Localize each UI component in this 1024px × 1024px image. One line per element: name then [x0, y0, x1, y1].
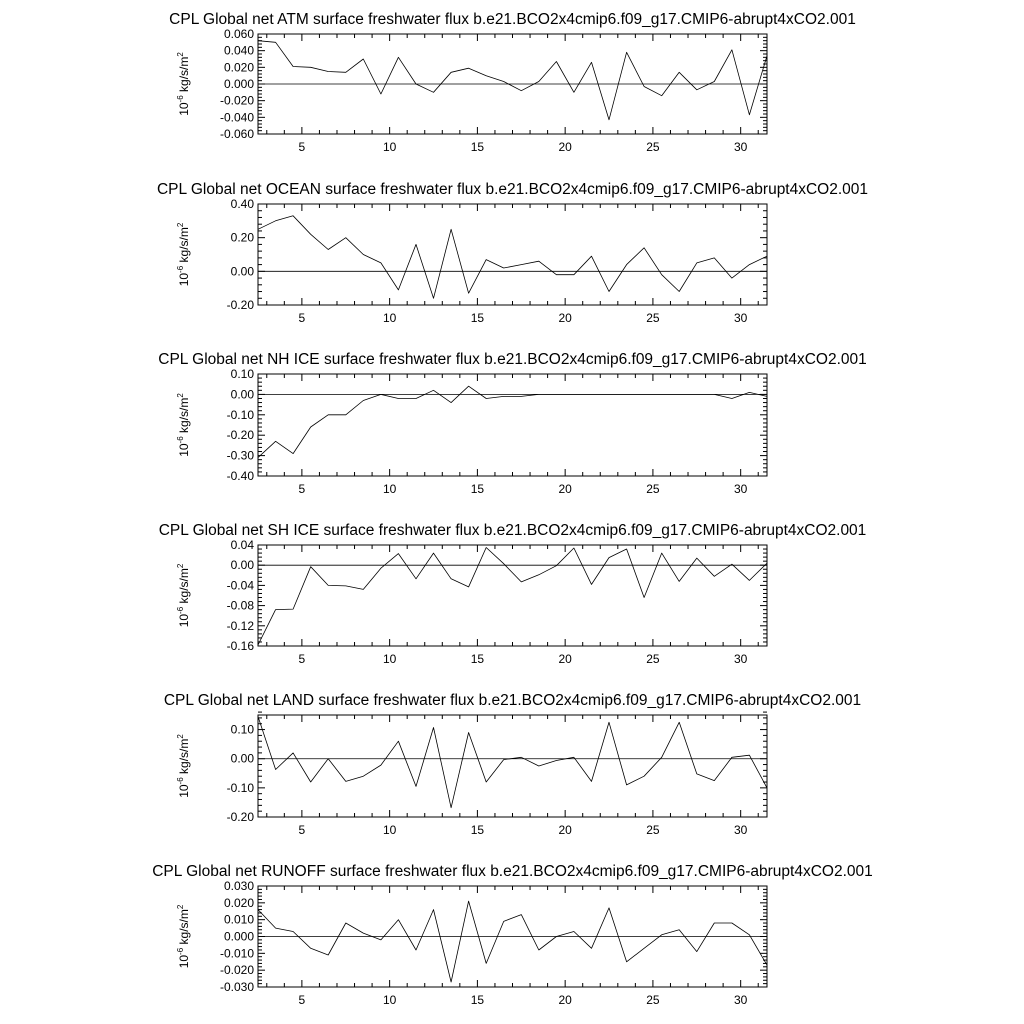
y-axis-label-part: kg/s/m	[177, 227, 191, 266]
x-tick-label: 30	[733, 993, 748, 1007]
y-tick-label: 0.020	[223, 895, 254, 910]
x-tick-label: 5	[298, 652, 306, 666]
plot-frame	[258, 545, 767, 646]
y-tick-label: 0.040	[223, 43, 254, 58]
x-tick-label: 15	[470, 993, 485, 1007]
y-axis-label-part: kg/s/m	[177, 56, 191, 96]
y-tick-label: 0.00	[230, 558, 254, 573]
x-tick-label: 25	[646, 311, 660, 325]
panel-runoff-flux	[152, 863, 873, 1007]
y-axis-label-part: 10	[177, 613, 191, 628]
x-tick-label: 5	[298, 823, 306, 837]
y-tick-label: 0.00	[230, 387, 254, 402]
y-tick-label: 0.00	[230, 264, 254, 279]
y-tick-label: 0.10	[230, 722, 254, 737]
x-tick-label: 30	[733, 823, 748, 837]
y-axis-label-part: -6	[176, 777, 185, 785]
x-tick-label: 20	[558, 993, 572, 1007]
x-tick-label: 20	[558, 140, 572, 154]
y-tick-label: 0.04	[230, 538, 254, 552]
y-tick-label: -0.12	[226, 618, 254, 633]
y-axis-label-part: kg/s/m	[177, 738, 191, 778]
x-tick-label: 15	[470, 823, 485, 837]
series-line-land	[258, 717, 767, 808]
x-tick-label: 30	[733, 140, 748, 154]
x-tick-label: 25	[646, 823, 660, 837]
y-axis-label	[176, 563, 191, 627]
y-axis-label-part: 10	[177, 443, 191, 457]
y-tick-label: -0.020	[219, 93, 254, 108]
x-tick-label: 10	[382, 140, 397, 154]
plot-frame	[258, 374, 767, 476]
series-line-runoff	[258, 901, 767, 982]
panel-sh-ice-flux	[159, 522, 867, 666]
x-tick-label: 30	[733, 652, 748, 666]
y-axis-label-part: 2	[176, 52, 185, 57]
x-tick-label: 15	[470, 482, 485, 496]
y-axis-label	[176, 222, 191, 286]
y-axis-label	[176, 734, 191, 798]
y-axis-label	[176, 904, 191, 968]
x-tick-label: 25	[646, 140, 660, 154]
y-axis-label-part: 10	[177, 954, 191, 969]
y-tick-label: 0.000	[223, 77, 254, 91]
y-tick-label: 0.060	[223, 27, 254, 41]
x-tick-label: 10	[382, 652, 397, 666]
y-tick-label: 0.40	[230, 197, 254, 211]
x-tick-label: 25	[646, 993, 660, 1007]
x-tick-label: 10	[382, 823, 397, 837]
y-axis-label-part: kg/s/m	[177, 397, 191, 437]
y-axis-label-part: -6	[176, 947, 185, 955]
y-tick-label: -0.04	[226, 578, 254, 593]
panel-title: CPL Global net OCEAN surface freshwater flux b.e21.BCO2x4cmip6.f09_g17.CMIP6-abrupt4xCO2.001	[156, 181, 869, 198]
y-axis-label-part: 10	[177, 102, 191, 116]
panel-title: CPL Global net RUNOFF surface freshwater flux b.e21.BCO2x4cmip6.f09_g17.CMIP6-abrupt4xCO2.001	[152, 863, 873, 880]
y-axis-label-part: -6	[176, 95, 185, 103]
x-tick-label: 30	[733, 311, 748, 325]
y-tick-label: -0.20	[226, 428, 254, 443]
plot-frame	[258, 204, 767, 305]
series-line-atm	[258, 41, 767, 120]
x-tick-label: 10	[382, 311, 397, 325]
y-tick-label: 0.20	[230, 230, 254, 245]
x-tick-label: 10	[382, 482, 397, 496]
y-tick-label: 0.10	[230, 367, 254, 381]
y-tick-label: 0.030	[223, 879, 254, 893]
series-line-nh-ice	[258, 386, 767, 457]
x-tick-label: 15	[470, 311, 485, 325]
y-axis-label	[176, 52, 191, 116]
y-tick-label: -0.10	[226, 780, 254, 795]
x-tick-label: 5	[298, 311, 306, 325]
y-axis-label-part: 2	[176, 563, 185, 569]
y-tick-label: 0.00	[230, 751, 254, 766]
y-tick-label: 0.010	[223, 912, 254, 927]
y-tick-label: -0.20	[226, 298, 254, 312]
series-line-sh-ice	[258, 548, 767, 646]
y-tick-label: -0.020	[219, 963, 254, 978]
x-tick-label: 5	[298, 993, 306, 1007]
x-tick-label: 10	[382, 993, 397, 1007]
y-tick-label: -0.040	[219, 110, 254, 125]
x-tick-label: 5	[298, 140, 306, 154]
y-tick-label: -0.40	[226, 469, 254, 483]
y-axis-label-part: 2	[176, 393, 185, 398]
y-tick-label: -0.10	[226, 407, 254, 422]
x-tick-label: 20	[558, 482, 572, 496]
x-tick-label: 30	[733, 482, 748, 496]
y-axis-label-part: -6	[176, 606, 185, 614]
x-tick-label: 25	[646, 652, 660, 666]
y-tick-label: -0.20	[226, 810, 254, 824]
x-tick-label: 5	[298, 482, 306, 496]
panel-title: CPL Global net LAND surface freshwater flux b.e21.BCO2x4cmip6.f09_g17.CMIP6-abrupt4xCO2.001	[163, 692, 862, 709]
y-axis-label-part: kg/s/m	[177, 909, 191, 948]
panel-title: CPL Global net SH ICE surface freshwater flux b.e21.BCO2x4cmip6.f09_g17.CMIP6-abrupt4xCO2.001	[158, 522, 867, 539]
y-tick-label: -0.010	[219, 946, 254, 961]
y-tick-label: -0.08	[226, 598, 254, 613]
y-tick-label: 0.020	[223, 60, 254, 75]
x-tick-label: 20	[558, 823, 572, 837]
y-axis-label-part: 2	[176, 222, 185, 228]
y-axis-label	[176, 393, 191, 457]
x-tick-label: 15	[470, 652, 485, 666]
y-tick-label: -0.060	[219, 127, 254, 141]
panel-title: CPL Global net ATM surface freshwater flux b.e21.BCO2x4cmip6.f09_g17.CMIP6-abrupt4xCO2.001	[169, 11, 856, 28]
panel-land-flux	[164, 692, 861, 837]
panel-ocean-flux	[157, 181, 868, 325]
y-axis-label-part: -6	[176, 436, 185, 444]
y-tick-label: -0.30	[226, 448, 254, 463]
y-axis-label-part: 2	[176, 904, 185, 910]
y-tick-label: -0.16	[226, 639, 254, 653]
x-tick-label: 20	[558, 652, 572, 666]
y-axis-label-part: 10	[177, 784, 191, 798]
panel-title: CPL Global net NH ICE surface freshwater flux b.e21.BCO2x4cmip6.f09_g17.CMIP6-abrupt4xCO2.001	[158, 351, 867, 368]
y-tick-label: 0.000	[223, 929, 254, 944]
y-axis-label-part: 10	[177, 272, 191, 287]
y-axis-label-part: kg/s/m	[177, 568, 191, 607]
x-tick-label: 20	[558, 311, 572, 325]
panel-atm-flux	[169, 11, 856, 154]
x-tick-label: 15	[470, 140, 485, 154]
y-axis-label-part: -6	[176, 265, 185, 273]
y-axis-label-part: 2	[176, 734, 185, 739]
y-tick-label: -0.030	[219, 980, 254, 994]
x-tick-label: 25	[646, 482, 660, 496]
series-line-ocean	[258, 216, 767, 298]
panel-nh-ice-flux	[158, 351, 866, 496]
